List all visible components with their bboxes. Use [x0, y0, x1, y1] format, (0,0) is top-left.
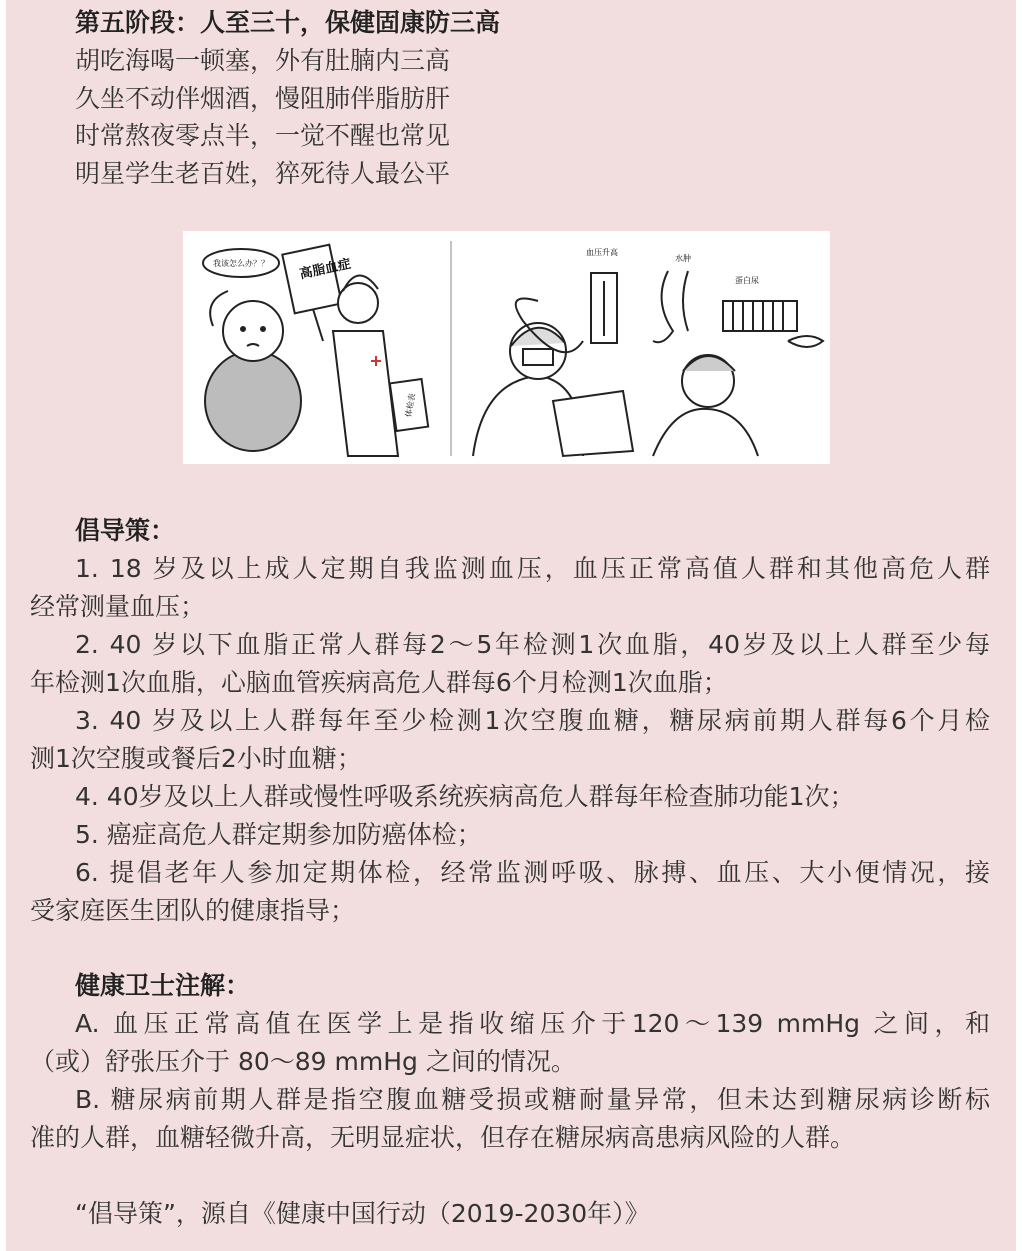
report-text: 体检表 [403, 392, 417, 418]
section-title: 第五阶段：人至三十，保健固康防三高 [75, 8, 501, 37]
advocacy-line: 1. 18 岁及以上成人定期自我监测血压，血压正常高值人群和其他高危人群 [75, 554, 990, 583]
poem-line: 明星学生老百姓，猝死待人最公平 [75, 159, 451, 188]
man-body-shape [205, 351, 301, 451]
label-protein: 蛋白尿 [735, 276, 759, 285]
notes-line: B. 糖尿病前期人群是指空腹血糖受损或糖耐量异常，但未达到糖尿病诊断标 [75, 1085, 990, 1114]
advocacy-line: 年检测1次血脂，心脑血管疾病高危人群每6个月检测1次血脂； [30, 668, 728, 697]
advocacy-line: 3. 40 岁及以上人群每年至少检测1次空腹血糖，糖尿病前期人群每6个月检 [75, 706, 990, 735]
doctor-coat-shape [333, 331, 398, 456]
advocacy-line: 测1次空腹或餐后2小时血糖； [30, 744, 362, 773]
advocacy-line: 经常测量血压； [30, 592, 206, 621]
advocacy-line: 5. 癌症高危人群定期参加防癌体检； [75, 820, 482, 849]
report-paper [553, 391, 633, 456]
advocacy-heading: 倡导策： [75, 516, 176, 545]
speech-bubble-text: 我该怎么办？？ [213, 259, 269, 268]
notes-line: A. 血压正常高值在医学上是指收缩压介于120～139 mmHg 之间，和 [75, 1009, 990, 1038]
poem-line: 时常熬夜零点半，一觉不醒也常见 [75, 121, 451, 150]
notes-line: 准的人群，血糖轻微升高，无明显症状，但存在糖尿病高患病风险的人群。 [30, 1123, 856, 1152]
poem-line: 久坐不动伴烟酒，慢阻肺伴脂肪肝 [75, 84, 451, 113]
source-note: “倡导策”，源自《健康中国行动（2019-2030年）》 [75, 1199, 650, 1228]
health-cartoon-illustration [183, 231, 830, 464]
notes-heading: 健康卫士注解： [75, 971, 251, 1000]
advocacy-line: 受家庭医生团队的健康指导； [30, 896, 356, 925]
notes-line: （或）舒张压介于 80～89 mmHg 之间的情况。 [30, 1047, 576, 1076]
label-bp: 血压升高 [586, 248, 618, 257]
label-edema: 水肿 [675, 254, 691, 263]
sign-text: 高脂血症 [298, 256, 353, 283]
advocacy-line: 4. 40岁及以上人群或慢性呼吸系统疾病高危人群每年检查肺功能1次； [75, 782, 855, 811]
advocacy-line: 6. 提倡老年人参加定期体检，经常监测呼吸、脉搏、血压、大小便情况，接 [75, 858, 990, 887]
man-head-shape [223, 301, 283, 361]
advocacy-line: 2. 40 岁以下血脂正常人群每2～5年检测1次血脂，40岁及以上人群至少每 [75, 630, 990, 659]
poem-line: 胡吃海喝一顿塞，外有肚腩内三高 [75, 46, 451, 75]
